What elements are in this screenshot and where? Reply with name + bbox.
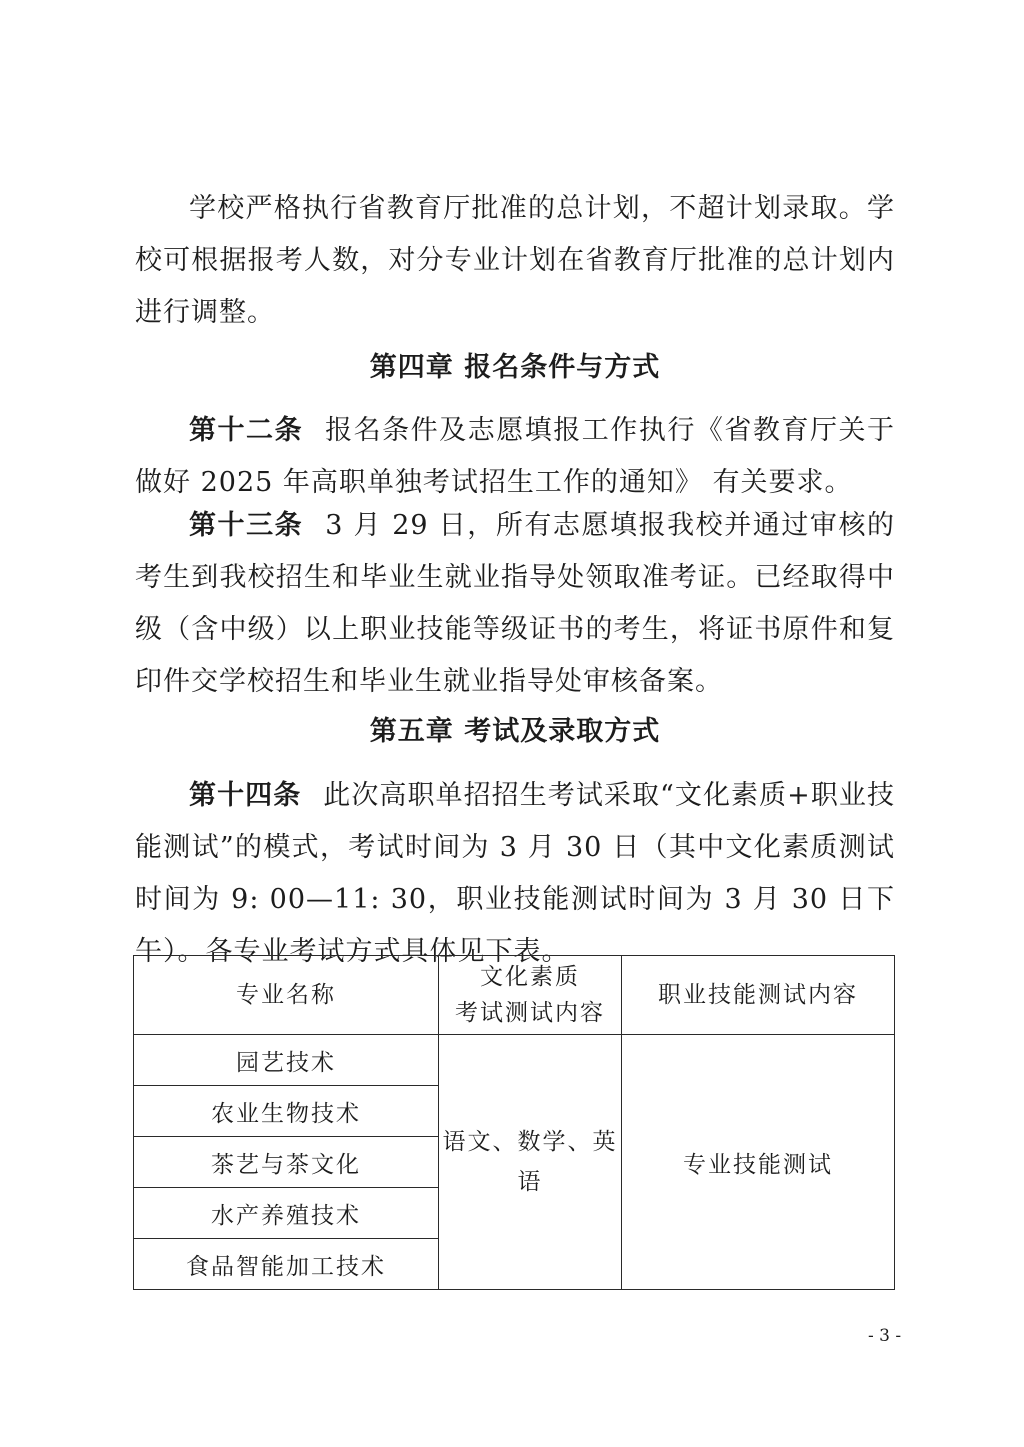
chapter-4-heading: 第四章 报名条件与方式 xyxy=(369,352,661,383)
skill-content-cell: 专业技能测试 xyxy=(622,1035,895,1290)
chapter-5-heading: 第五章 考试及录取方式 xyxy=(369,716,661,747)
article-14-title: 第十四条 xyxy=(189,780,302,811)
header-culture-content xyxy=(439,956,622,1035)
header-culture-line2: 考试测试内容 xyxy=(455,1000,605,1026)
article-14-text: 此次高职单招招生考试采取“文化素质+职业技能测试”的模式，考试时间为 3 月 30 日（其中文化素质测试时间为 9: 00—11: 30，职业技能测试时间为 3 月 30 日下午）。各专业考试方式具体见下表。 xyxy=(135,780,895,967)
major-cell: 农业生物技术 xyxy=(134,1086,439,1137)
header-major-name: 专业名称 xyxy=(134,956,439,1035)
header-skill-content: 职业技能测试内容 xyxy=(622,956,895,1035)
article-14-paragraph xyxy=(135,770,895,978)
major-cell: 茶艺与茶文化 xyxy=(134,1137,439,1188)
exam-method-table xyxy=(133,955,895,1290)
table-row xyxy=(134,1035,895,1086)
article-12-paragraph xyxy=(135,405,895,509)
culture-content-cell xyxy=(439,1035,622,1290)
page-number: - 3 - xyxy=(868,1326,902,1346)
article-12-title: 第十二条 xyxy=(189,415,304,446)
article-13-paragraph xyxy=(135,500,895,708)
intro-paragraph: 学校严格执行省教育厅批准的总计划，不超计划录取。学校可根据报考人数，对分专业计划在省教育厅批准的总计划内进行调整。 xyxy=(135,193,895,328)
culture-content-line2: 语 xyxy=(517,1169,543,1195)
article-13-title: 第十三条 xyxy=(189,510,304,541)
major-cell: 园艺技术 xyxy=(134,1035,439,1086)
header-culture-line1: 文化素质 xyxy=(480,964,580,990)
table-header-row xyxy=(134,956,895,1035)
major-cell: 水产养殖技术 xyxy=(134,1188,439,1239)
article-12-text: 报名条件及志愿填报工作执行《省教育厅关于做好 2025 年高职单独考试招生工作的通知》 有关要求。 xyxy=(135,415,896,498)
culture-content-line1: 语文、数学、英 xyxy=(442,1129,618,1155)
major-cell: 食品智能加工技术 xyxy=(134,1239,439,1290)
article-13-text: 3 月 29 日，所有志愿填报我校并通过审核的考生到我校招生和毕业生就业指导处领取准考证。已经取得中级（含中级）以上职业技能等级证书的考生，将证书原件和复印件交学校招生和毕业生就业指导处审核备案。 xyxy=(135,510,895,697)
